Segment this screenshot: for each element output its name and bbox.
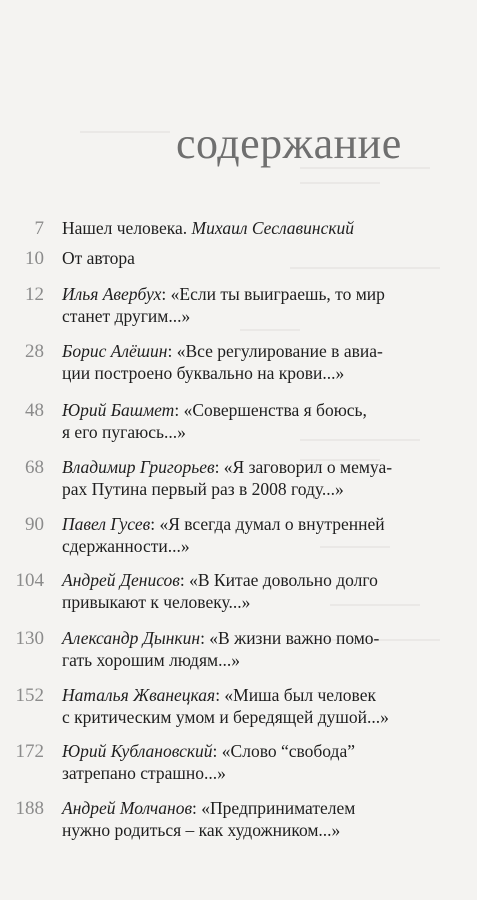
page-number: 172 xyxy=(15,741,44,762)
entry-title: От автора xyxy=(62,248,135,268)
quote-continuation: гать хорошим людям...» xyxy=(62,650,240,670)
page-number: 68 xyxy=(25,457,44,478)
entry-text xyxy=(62,627,467,671)
entry-text xyxy=(62,569,467,613)
entry-text xyxy=(62,340,467,384)
entry-text xyxy=(62,684,467,728)
quote-continuation: ции построено буквально на крови...» xyxy=(62,363,345,383)
author-name: Андрей Денисов xyxy=(62,570,180,590)
quote-continuation: нужно родиться – как художником...» xyxy=(62,820,341,840)
author-name: Борис Алёшин xyxy=(62,341,168,361)
entry-text xyxy=(62,399,467,443)
entry-line-1 xyxy=(62,513,467,535)
quote-start: : «Предпринимателем xyxy=(192,798,356,818)
page-number: 188 xyxy=(15,798,44,819)
quote-continuation: с критическим умом и бередящей душой...» xyxy=(62,707,389,727)
entry-line-1 xyxy=(62,247,467,269)
entry-line-1 xyxy=(62,684,467,706)
entry-text xyxy=(62,456,467,500)
entry-text xyxy=(62,513,467,557)
author-name: Юрий Кублановский xyxy=(62,741,213,761)
quote-continuation: станет другим...» xyxy=(62,306,191,326)
entry-text xyxy=(62,797,467,841)
page-number: 12 xyxy=(25,284,44,305)
author-name: Илья Авербух xyxy=(62,284,162,304)
entry-line-1 xyxy=(62,399,467,421)
entry-title: Нашел человека. xyxy=(62,218,192,238)
author-name: Павел Гусев xyxy=(62,514,151,534)
entry-line-1 xyxy=(62,627,467,649)
entry-line-1 xyxy=(62,217,467,239)
quote-start: : «Слово “свобода” xyxy=(212,741,355,761)
page-number: 10 xyxy=(25,248,44,269)
quote-start: : «Я заговорил о мемуа- xyxy=(214,457,393,477)
entry-line-1 xyxy=(62,569,467,591)
quote-start: : «Миша был человек xyxy=(215,685,376,705)
page-number: 7 xyxy=(34,218,44,239)
page-number: 28 xyxy=(25,341,44,362)
entry-line-1 xyxy=(62,797,467,819)
author-name: Наталья Жванецкая xyxy=(62,685,216,705)
quote-start: : «Если ты выиграешь, то мир xyxy=(161,284,385,304)
author-name: Юрий Башмет xyxy=(62,400,175,420)
quote-start: : «Совершенства я боюсь, xyxy=(174,400,367,420)
author-name: Александр Дынкин xyxy=(62,628,201,648)
entry-text xyxy=(62,217,467,239)
author-name: Андрей Молчанов xyxy=(62,798,193,818)
quote-start: : «Я всегда думал о внутренней xyxy=(150,514,385,534)
author-name: Михаил Сеславинский xyxy=(191,218,355,238)
entry-line-1 xyxy=(62,456,467,478)
page-number: 48 xyxy=(25,400,44,421)
author-name: Владимир Григорьев xyxy=(62,457,215,477)
quote-continuation: сдержанности...» xyxy=(62,536,190,556)
entry-text xyxy=(62,283,467,327)
contents-title: содержание xyxy=(176,119,402,168)
page-number: 130 xyxy=(15,628,44,649)
page-number: 152 xyxy=(15,685,44,706)
quote-continuation: привыкают к человеку...» xyxy=(62,592,251,612)
page-number: 90 xyxy=(25,514,44,535)
entry-text xyxy=(62,740,467,784)
quote-start: : «В жизни важно помо- xyxy=(200,628,380,648)
entry-line-1 xyxy=(62,340,467,362)
quote-start: : «В Китае довольно долго xyxy=(179,570,378,590)
page-number: 104 xyxy=(15,570,44,591)
quote-start: : «Все регулирование в авиа- xyxy=(167,341,383,361)
entry-line-1 xyxy=(62,283,467,305)
quote-continuation: затрепано страшно...» xyxy=(62,763,226,783)
quote-continuation: рах Путина первый раз в 2008 году...» xyxy=(62,479,344,499)
entry-text xyxy=(62,247,467,269)
quote-continuation: я его пугаюсь...» xyxy=(62,422,186,442)
entry-line-1 xyxy=(62,740,467,762)
